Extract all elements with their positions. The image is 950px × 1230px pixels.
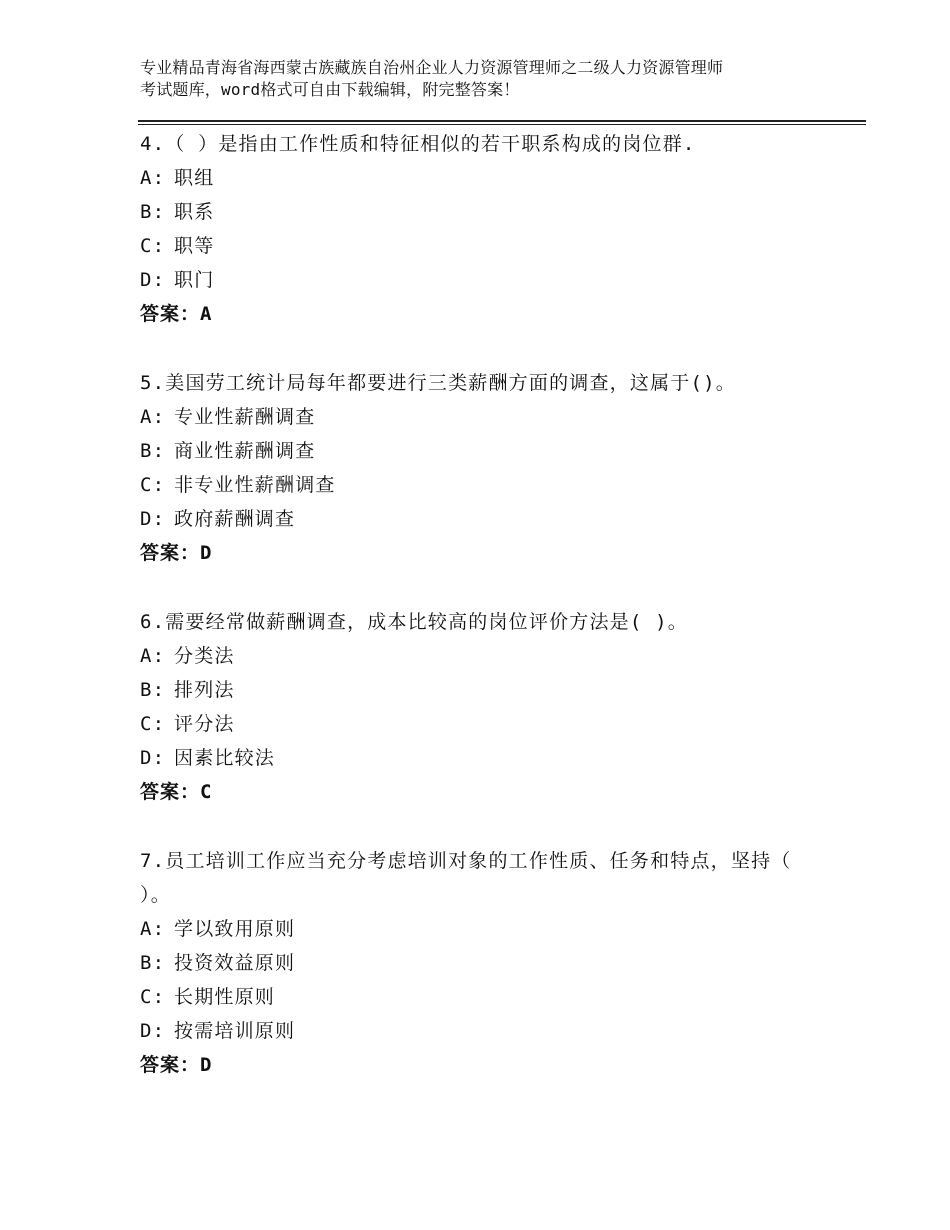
option-a — [140, 161, 840, 195]
option-a — [140, 639, 840, 673]
option-text: 政府薪酬调查 — [174, 508, 296, 530]
option-b — [140, 673, 840, 707]
option-letter: A: — [140, 918, 166, 940]
option-letter: B: — [140, 201, 166, 223]
option-letter: A: — [140, 167, 166, 189]
option-letter: D: — [140, 269, 166, 291]
question-text: 7.员工培训工作应当充分考虑培训对象的工作性质、任务和特点，坚持（ ）。 — [140, 850, 792, 906]
option-letter: A: — [140, 645, 166, 667]
option-letter: B: — [140, 440, 166, 462]
option-c — [140, 980, 800, 1014]
option-text: 按需培训原则 — [174, 1020, 296, 1042]
option-letter: D: — [140, 1020, 166, 1042]
question-text: 4.（ ）是指由工作性质和特征相似的若干职系构成的岗位群. — [140, 133, 696, 155]
header-divider-thin — [138, 124, 866, 125]
answer-value: D — [200, 542, 213, 564]
option-text: 投资效益原则 — [174, 952, 296, 974]
option-text: 专业性薪酬调查 — [174, 406, 316, 428]
option-letter: C: — [140, 986, 166, 1008]
option-letter: B: — [140, 952, 166, 974]
option-text: 长期性原则 — [174, 986, 276, 1008]
answer-line — [140, 297, 840, 331]
question-text: 5.美国劳工统计局每年都要进行三类薪酬方面的调查，这属于()。 — [140, 372, 736, 394]
question-6 — [140, 605, 840, 809]
option-letter: D: — [140, 508, 166, 530]
option-d — [140, 502, 840, 536]
option-text: 非专业性薪酬调查 — [174, 474, 336, 496]
question-4 — [140, 127, 840, 331]
option-text: 学以致用原则 — [174, 918, 296, 940]
option-b — [140, 434, 840, 468]
document-header — [140, 57, 830, 101]
answer-label: 答案： — [140, 303, 201, 325]
answer-label: 答案： — [140, 781, 201, 803]
option-c — [140, 229, 840, 263]
answer-value: D — [200, 1054, 213, 1076]
answer-label: 答案： — [140, 1054, 201, 1076]
answer-line — [140, 1048, 800, 1082]
option-text: 商业性薪酬调查 — [174, 440, 316, 462]
option-text: 评分法 — [174, 713, 235, 735]
option-a — [140, 400, 840, 434]
question-7 — [140, 844, 800, 1082]
option-d — [140, 741, 840, 775]
option-text: 职门 — [174, 269, 215, 291]
question-text: 6.需要经常做薪酬调查，成本比较高的岗位评价方法是( )。 — [140, 611, 688, 633]
answer-line — [140, 536, 840, 570]
option-text: 因素比较法 — [174, 747, 276, 769]
option-b — [140, 195, 840, 229]
option-letter: A: — [140, 406, 166, 428]
header-divider-thick — [138, 120, 866, 122]
option-d — [140, 1014, 800, 1048]
header-line-1: 专业精品青海省海西蒙古族藏族自治州企业人力资源管理师之二级人力资源管理师 — [140, 58, 724, 77]
answer-line — [140, 775, 840, 809]
option-text: 排列法 — [174, 679, 235, 701]
option-c — [140, 468, 840, 502]
option-letter: C: — [140, 474, 166, 496]
option-text: 职组 — [174, 167, 215, 189]
answer-label: 答案： — [140, 542, 201, 564]
option-text: 职系 — [174, 201, 215, 223]
header-line-2: 考试题库，word格式可自由下载编辑，附完整答案！ — [140, 80, 520, 99]
option-c — [140, 707, 840, 741]
option-text: 分类法 — [174, 645, 235, 667]
option-letter: B: — [140, 679, 166, 701]
option-b — [140, 946, 800, 980]
answer-value: C — [200, 781, 213, 803]
option-d — [140, 263, 840, 297]
option-letter: D: — [140, 747, 166, 769]
option-letter: C: — [140, 713, 166, 735]
answer-value: A — [200, 303, 213, 325]
option-letter: C: — [140, 235, 166, 257]
option-a — [140, 912, 800, 946]
question-5 — [140, 366, 840, 570]
option-text: 职等 — [174, 235, 215, 257]
